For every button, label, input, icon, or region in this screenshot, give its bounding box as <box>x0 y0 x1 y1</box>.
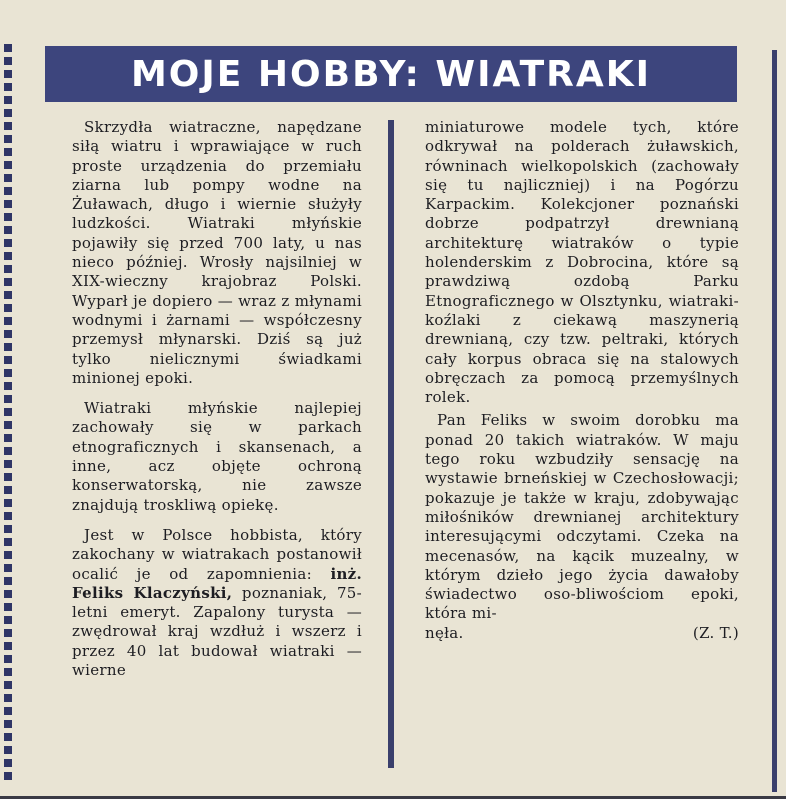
headline: MOJE HOBBY: WIATRAKI <box>130 53 652 95</box>
right-border-rule <box>772 50 777 792</box>
left-paragraph-1: Skrzydła wiatraczne, napędzane siłą wiatru i wprawiające w ruch proste urządzenia do przemiału ziarna lub pompy wodne na Żuławach, długo i wiernie służyły ludzkości. Wiatraki młyńskie pojawiły się przed 700 laty, u nas nieco później. Wrosły najsilniej w XIX-wieczny krajobraz Polski. Wyparł je dopiero — wraz z młynami wodnymi i żarnami — współczesny przemysł młynarski. Dziś są już tylko nielicznymi świadkami minionej epoki. <box>72 118 362 387</box>
left-column <box>72 118 362 680</box>
hobbyist-name: inż. Feliks Klaczyński, <box>72 564 362 602</box>
left-paragraph-3-end: poznaniak, 75-letni emeryt. Zapalony turysta — zwędrował kraj wzdłuż i wszerz i przez 40 lat budował wiatraki — wierne <box>72 583 362 680</box>
right-column <box>425 118 739 643</box>
left-paragraph-2: Wiatraki młyńskie najlepiej zachowały się w parkach etnograficznych i skansenach, a inne, acz objęte ochroną konserwatorską, nie zawsze znajdują troskliwą opiekę. <box>72 399 362 514</box>
author-signature: (Z. T.) <box>692 623 739 642</box>
perforated-edge <box>4 44 12 784</box>
right-paragraph-1: miniaturowe modele tych, które odkrywał na polderach żuławskich, równinach wielkopolskich (zachowały się tu najliczniej) i na Pogórzu Karpackim. Kolekcjoner poznański dobrze podpatrzył drewnianą architekturę wiatraków o typie holenderskim z Dobrocina, które są prawdziwą ozdobą Parku Etnograficznego w Olsztynku, wiatraki-koźlaki z ciekawą maszynerią drewnianą, czy tzw. peltraki, których cały korpus obraca się na stalowych obręczach za pomocą przemyślnych rolek. <box>425 118 739 407</box>
column-divider <box>388 120 394 768</box>
right-paragraph-2: Pan Feliks w swoim dorobku ma ponad 20 takich wiatraków. W maju tego roku wzbudziły sensację na wystawie brneńskiej w Czechosłowacji; pokazuje je także w kraju, zdobywając miłośników drewnianej architektury interesującymi odczytami. Czeka na mecenasów, na kącik muzealny, w którym dzieło jego życia dawałoby świadectwo oso-bliwościom epoki, która mi- <box>425 411 739 623</box>
left-paragraph-3-start: Jest w Polsce hobbista, który zakochany w wiatrakach postanowił ocalić je od zapomnienia: <box>72 525 362 583</box>
headline-banner <box>45 46 737 102</box>
closing-word: nęła. <box>425 623 464 642</box>
closing-line <box>425 624 739 643</box>
left-paragraph-3 <box>72 526 362 680</box>
